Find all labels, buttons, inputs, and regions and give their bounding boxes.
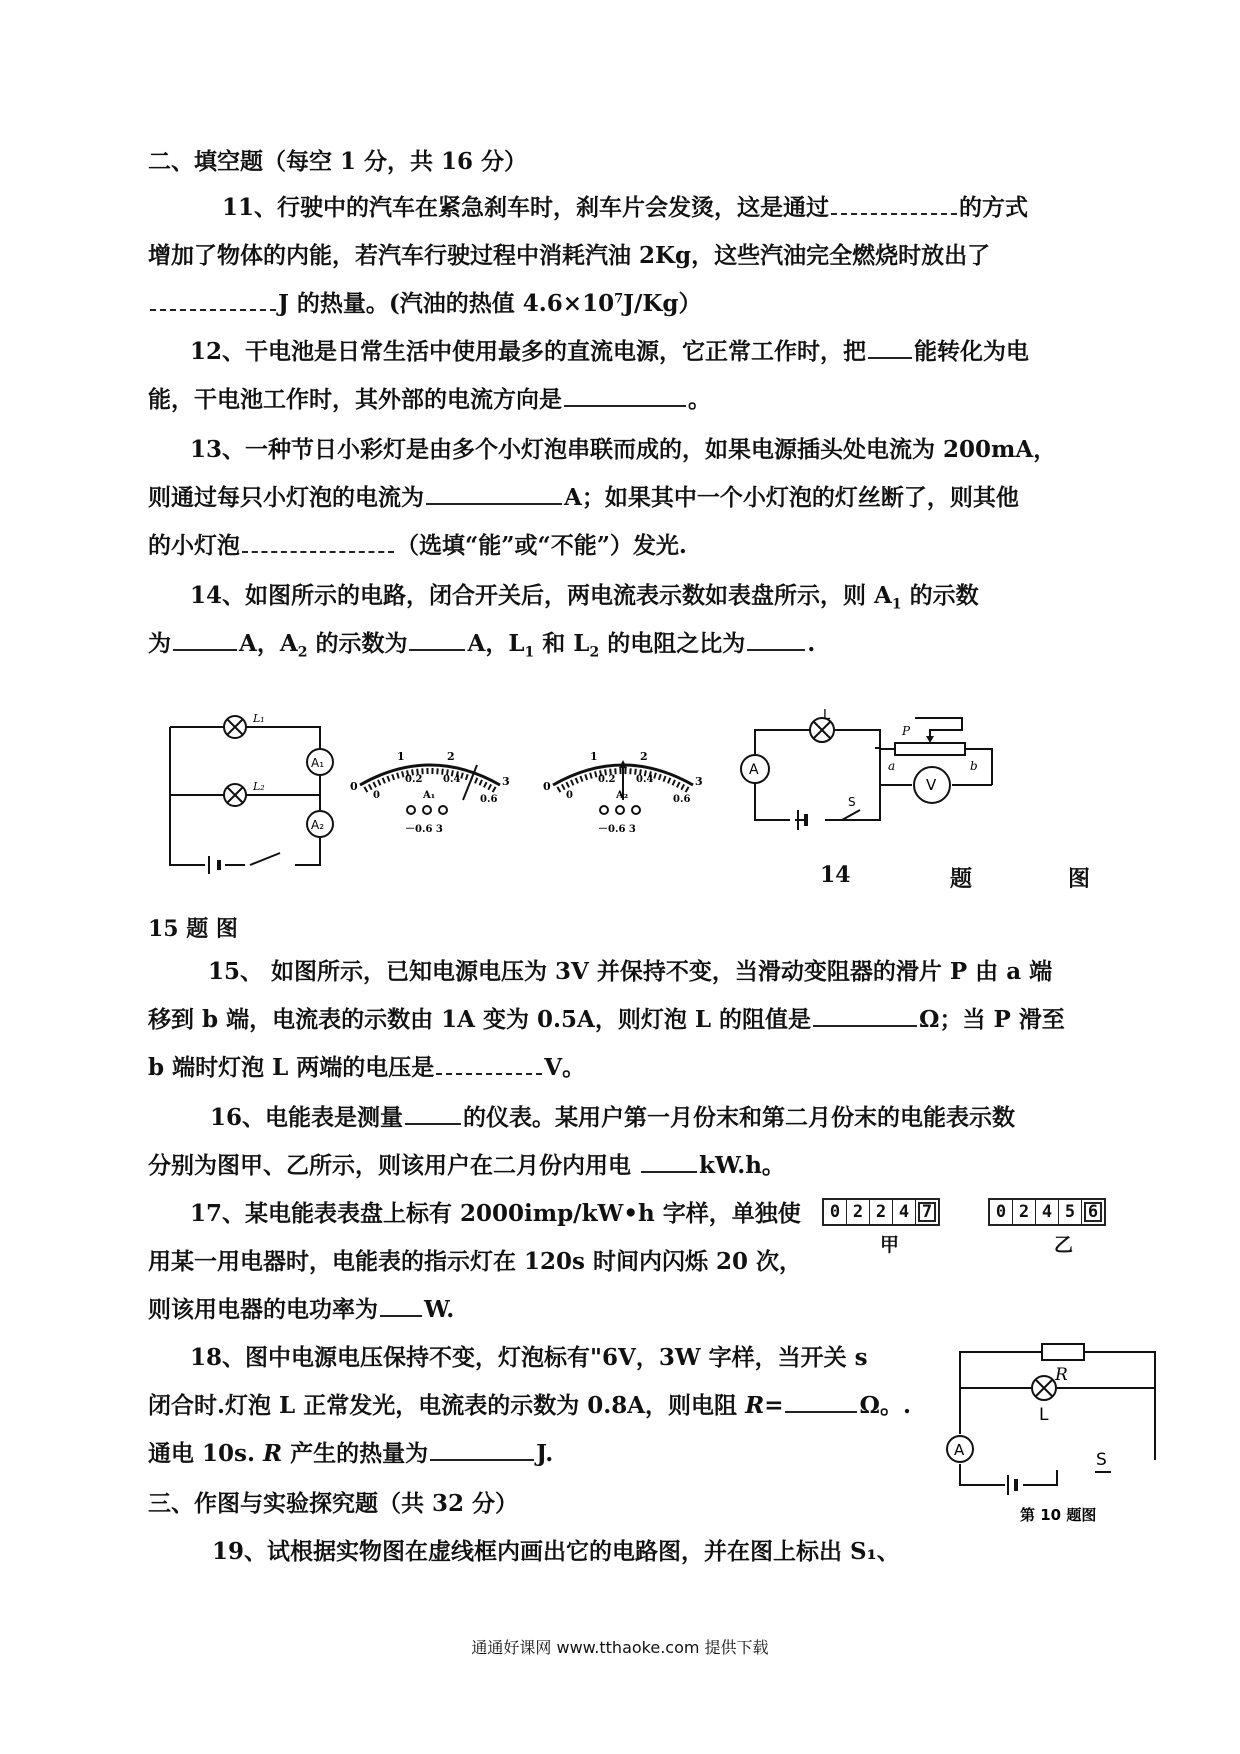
- q16-blank2[interactable]: [641, 1171, 697, 1173]
- circuit-diagram-q18: [945, 1340, 1170, 1530]
- fig18-label-a: A: [954, 1441, 965, 1459]
- dial1-tick-04: 0.4: [443, 774, 461, 785]
- q14-line1: 14、如图所示的电路，闭合开关后，两电流表示数如表盘所示，则 $A_1$ 的示数: [190, 582, 979, 613]
- dial1-tick-02: 0.2: [405, 774, 423, 785]
- q12-blank1[interactable]: [868, 357, 912, 359]
- dial2-tick-06: 0.6: [673, 794, 691, 805]
- circuit-diagram-q14: [165, 710, 335, 870]
- dial1-tick-0: 0: [373, 790, 380, 801]
- c15-label-p: P: [902, 724, 911, 738]
- meter-yi-digit: 2: [1013, 1200, 1036, 1224]
- q18-blank2[interactable]: [430, 1459, 534, 1461]
- q16-line2: 分别为图甲、乙所示，则该用户在二月份内用电 kW.h。: [148, 1152, 785, 1179]
- meter-label-yi: 乙: [1054, 1234, 1074, 1256]
- meter-display-jia: [822, 1198, 940, 1226]
- q19-line1: 19、试根据实物图在虚线框内画出它的电路图，并在图上标出 S₁、: [212, 1538, 900, 1565]
- dial2-top-tick-3: 3: [695, 775, 703, 788]
- caption-15: 15 题 图: [148, 916, 238, 942]
- meter-jia-digit: 2: [847, 1200, 870, 1224]
- q16-blank1[interactable]: [405, 1123, 461, 1125]
- meter-jia-digit-decimal: 7: [916, 1200, 938, 1224]
- dial2-tick-0: 0: [566, 790, 573, 801]
- c15-label-l: L: [823, 708, 831, 723]
- c15-label-v: V: [926, 776, 937, 794]
- dial1-top-tick-1: 1: [397, 750, 405, 763]
- q17-line1: 17、某电能表表盘上标有 2000imp/kW•h 字样，单独使: [190, 1200, 801, 1227]
- circuit-diagram-q15: [730, 710, 1010, 840]
- q17-blank1[interactable]: [380, 1315, 422, 1317]
- meter-yi-digit-decimal: 6: [1082, 1200, 1104, 1224]
- meter-jia-digit: 4: [893, 1200, 916, 1224]
- q18-line3: 通电 10s. R 产生的热量为 J.: [148, 1440, 554, 1467]
- dial1-top-tick-2: 2: [447, 750, 455, 763]
- dial1-tick-06: 0.6: [480, 794, 498, 805]
- c15-label-a: a: [888, 759, 896, 773]
- q13-line1: 13、一种节日小彩灯是由多个小灯泡串联而成的，如果电源插头处电流为 200mA，: [190, 436, 1057, 463]
- dial2-top-tick-1: 1: [590, 750, 598, 763]
- meter-yi-digit: 4: [1036, 1200, 1059, 1224]
- dial2-top-tick-2: 2: [640, 750, 648, 763]
- q11-blank1[interactable]: [831, 213, 957, 215]
- q15-line3: b 端时灯泡 L 两端的电压是 V。: [148, 1054, 586, 1081]
- fig18-caption: 第 10 题图: [1020, 1506, 1097, 1524]
- q15-blank1[interactable]: [813, 1025, 917, 1027]
- label-a1: A₁: [311, 756, 325, 770]
- q13-blank2[interactable]: [242, 551, 394, 553]
- meter-display-yi: [988, 1198, 1106, 1226]
- label-a2: A₂: [311, 818, 325, 832]
- label-l2: L₂: [253, 780, 265, 793]
- q18-line1: 18、图中电源电压保持不变，灯泡标有"6V，3W 字样，当开关 s: [190, 1344, 868, 1371]
- q14-blank3[interactable]: [747, 649, 805, 651]
- q15-line2: 移到 b 端，电流表的示数由 1A 变为 0.5A，则灯泡 L 的阻值是 Ω；当 P 滑至: [148, 1006, 1065, 1033]
- q14-blank2[interactable]: [409, 649, 465, 651]
- q11-line1: 11、行驶中的汽车在紧急刹车时，刹车片会发烫，这是通过 的方式: [222, 194, 1029, 221]
- caption-14-ti: 题: [950, 866, 973, 892]
- q16-line1: 16、电能表是测量 的仪表。某用户第一月份末和第二月份末的电能表示数: [210, 1104, 1016, 1131]
- q18-blank1[interactable]: [785, 1411, 857, 1413]
- dial2-top-tick-0: 0: [543, 780, 551, 793]
- caption-14-tu: 图: [1068, 866, 1091, 892]
- fig18-label-s: S: [1096, 1450, 1107, 1470]
- q11-blank2[interactable]: [150, 309, 276, 311]
- q17-line2: 用某一用电器时，电能表的指示灯在 120s 时间内闪烁 20 次，: [148, 1248, 802, 1275]
- q15-line1: 15、 如图所示，已知电源电压为 3V 并保持不变，当滑动变阻器的滑片 P 由 a 端: [208, 958, 1053, 985]
- meter-jia-digit: 2: [870, 1200, 893, 1224]
- meter-jia-digit: 0: [824, 1200, 847, 1224]
- q13-blank1[interactable]: [426, 503, 562, 505]
- q17-line3: 则该用电器的电功率为 W.: [148, 1296, 455, 1323]
- dial1-name: A₁: [423, 790, 436, 801]
- meter-yi-digit: 0: [990, 1200, 1013, 1224]
- label-l1: L₁: [253, 712, 265, 725]
- section-heading-fill-in: 二、填空题（每空 1 分，共 16 分）: [148, 148, 528, 175]
- dial2-terminals: －0.6 3: [598, 824, 636, 835]
- q11-line3: J 的热量。(汽油的热值 $4.6\times 10^7J/Kg$）: [148, 292, 701, 315]
- fig18-label-r: R: [1055, 1365, 1068, 1385]
- c15-label-s: S: [848, 795, 856, 809]
- ammeter-dial-a2: [538, 740, 708, 840]
- q13-line3: 的小灯泡 （选填“能”或“不能”）发光.: [148, 532, 687, 559]
- q13-line2: 则通过每只小灯泡的电流为 A；如果其中一个小灯泡的灯丝断了，则其他: [148, 484, 1019, 511]
- c15-label-b: b: [970, 759, 978, 773]
- fig18-label-l: L: [1039, 1405, 1049, 1425]
- q11-line2: 增加了物体的内能，若汽车行驶过程中消耗汽油 2Kg，这些汽油完全燃烧时放出了: [148, 242, 991, 269]
- dial2-tick-04: 0.4: [636, 774, 654, 785]
- dial1-top-tick-3: 3: [502, 775, 510, 788]
- caption-14-num: 14: [820, 862, 851, 888]
- page-footer: 通通好课网 www.tthaoke.com 提供下载: [471, 1638, 769, 1657]
- meter-yi-digit: 5: [1059, 1200, 1082, 1224]
- dial1-top-tick-0: 0: [350, 780, 358, 793]
- section-heading-experiment: 三、作图与实验探究题（共 32 分）: [148, 1490, 519, 1517]
- q14-blank1[interactable]: [173, 649, 237, 651]
- q12-blank2[interactable]: [564, 405, 686, 407]
- q12-line1: 12、干电池是日常生活中使用最多的直流电源，它正常工作时，把 能转化为电: [190, 338, 1030, 365]
- q15-blank2[interactable]: [436, 1073, 542, 1075]
- ammeter-dial-a1: [345, 740, 515, 840]
- q14-line2: 为 A，$A_2$ 的示数为 A，$L_1$ 和 $L_2$ 的电阻之比为 .: [148, 630, 816, 661]
- dial2-tick-02: 0.2: [598, 774, 616, 785]
- dial1-terminals: －0.6 3: [405, 824, 443, 835]
- q18-line2: 闭合时.灯泡 L 正常发光，电流表的示数为 0.8A，则电阻 R= Ω。.: [148, 1392, 911, 1419]
- q12-line2: 能，干电池工作时，其外部的电流方向是 。: [148, 386, 711, 413]
- dial2-name: A₂: [616, 790, 629, 801]
- c15-label-ammeter: A: [749, 762, 759, 778]
- meter-label-jia: 甲: [880, 1234, 900, 1256]
